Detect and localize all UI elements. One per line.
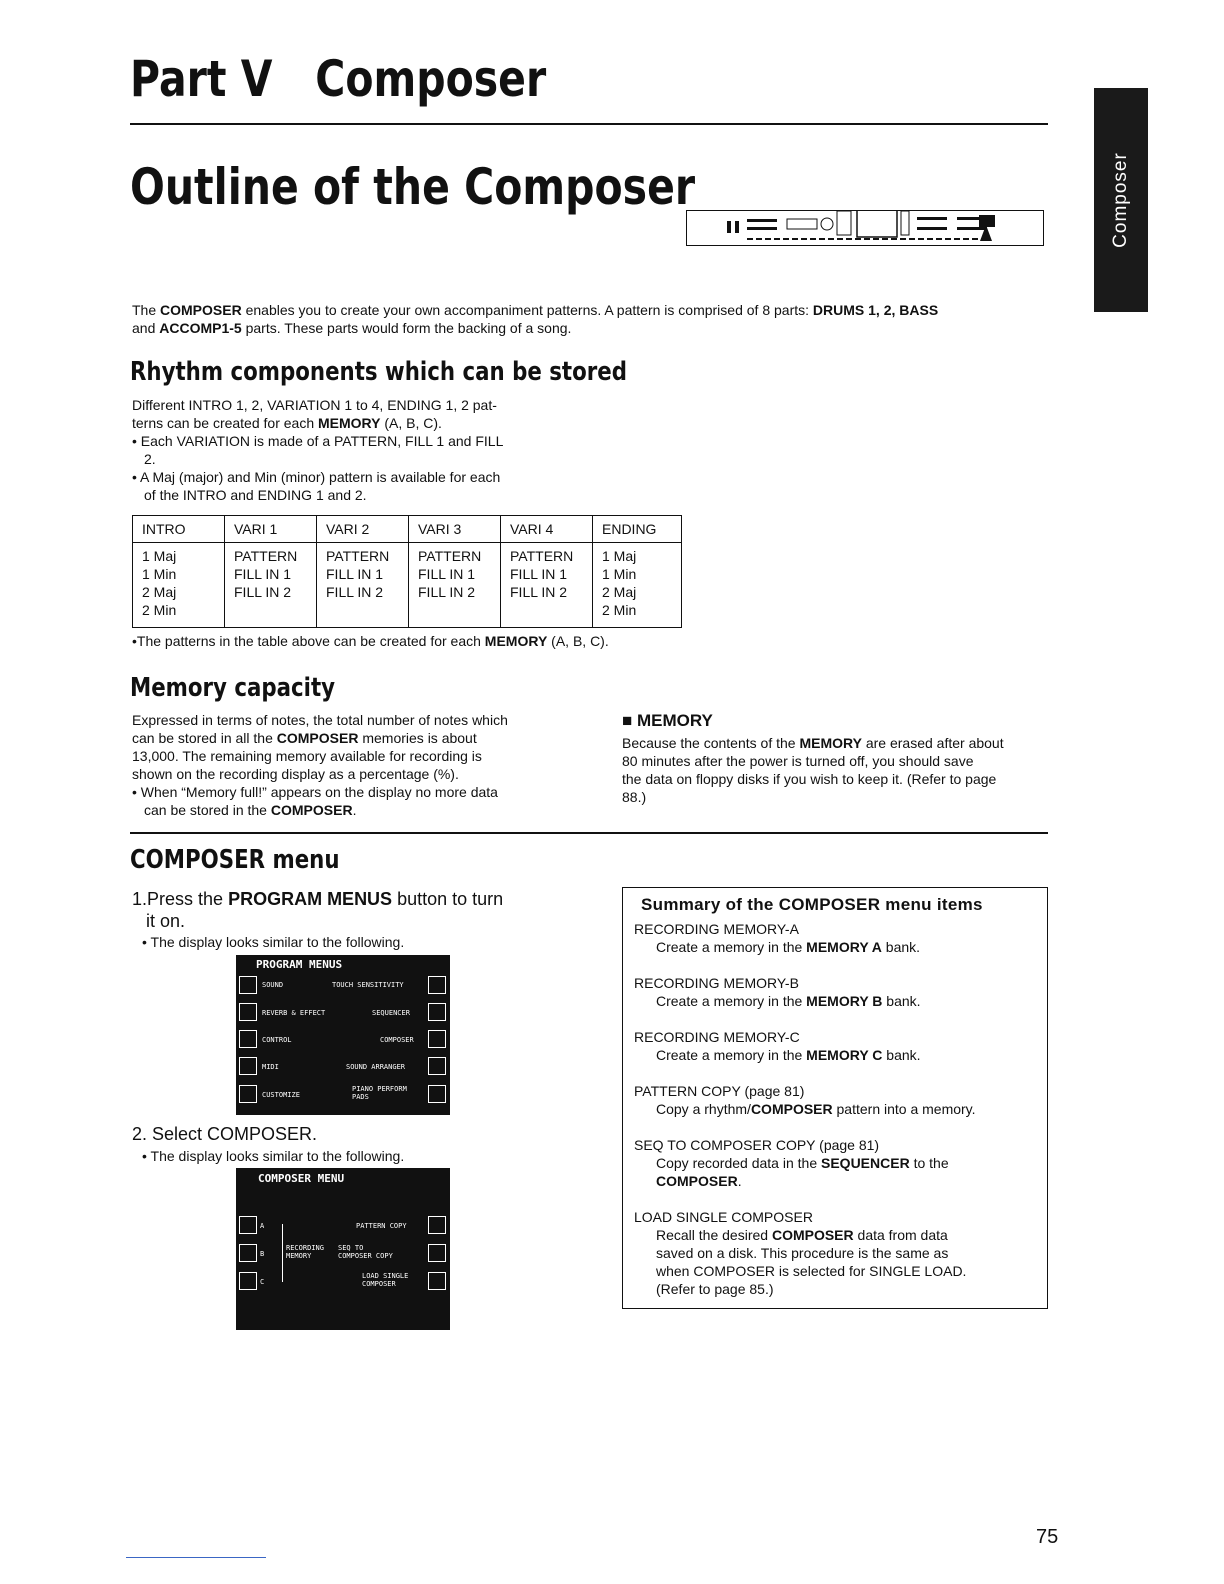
control-panel-icon [687, 211, 1043, 245]
table-cell: PATTERN FILL IN 1 FILL IN 2 [225, 543, 317, 628]
section-divider [130, 832, 1048, 834]
footer-line [126, 1557, 266, 1558]
lcd-menu-item: LOAD SINGLE COMPOSER [362, 1272, 409, 1288]
pattern-copy-icon [428, 1216, 446, 1234]
table-header-cell: VARI 2 [317, 516, 409, 543]
lcd-menu-item: PIANO PERFORM PADS [352, 1085, 407, 1101]
sound-icon [239, 976, 257, 994]
keyboard-panel-illustration [686, 210, 1044, 246]
table-row [133, 543, 682, 628]
page-number: 75 [1036, 1526, 1059, 1548]
table-cell: 1 Maj 1 Min 2 Maj 2 Min [133, 543, 225, 628]
recording-memory-label: RECORDING MEMORY [286, 1244, 324, 1260]
title-divider [130, 123, 1048, 125]
lcd-menu-item: PATTERN COPY [356, 1222, 407, 1230]
midi-icon [239, 1057, 257, 1075]
lcd-menu-item: SOUND [262, 981, 284, 989]
table-header-cell: VARI 1 [225, 516, 317, 543]
lcd-menu-item: TOUCH SENSITIVITY [332, 981, 404, 989]
table-cell: PATTERN FILL IN 1 FILL IN 2 [409, 543, 501, 628]
rhythm-description: Different INTRO 1, 2, VARIATION 1 to 4, ENDING 1, 2 pat- terns can be created for each MEMORY (A, B, C). • Each VARIATION is made of a PATTERN, FILL 1 and FILL 2. • A Maj (major) and Min (minor) pattern is available for each of the INTRO and ENDING 1 and 2. [132, 397, 504, 503]
memory-c-icon [239, 1272, 257, 1290]
touch-icon [428, 976, 446, 994]
lcd-menu-item: SOUND ARRANGER [346, 1063, 406, 1071]
memory-note: Because the contents of the MEMORY are erased after about 80 minutes after the power is turned off, you should save the data on floppy disks if you wish to keep it. (Refer to page 88.) [622, 735, 1004, 805]
bracket [276, 1224, 283, 1282]
rhythm-components-table [132, 515, 682, 628]
summary-item: RECORDING MEMORY-A Create a memory in the MEMORY A bank. [634, 921, 921, 955]
composer-menu-display [236, 1168, 450, 1330]
summary-item: PATTERN COPY (page 81) Copy a rhythm/COMPOSER pattern into a memory. [634, 1083, 976, 1117]
summary-box [622, 887, 1048, 1309]
load-icon [428, 1272, 446, 1290]
table-header-cell: VARI 3 [409, 516, 501, 543]
table-header-cell: VARI 4 [501, 516, 593, 543]
seq-copy-icon [428, 1244, 446, 1262]
composer-menu-heading: COMPOSER menu [130, 845, 340, 875]
table-header-cell: ENDING [593, 516, 682, 543]
step-2-note: • The display looks similar to the following. [142, 1148, 405, 1164]
memory-a-icon [239, 1216, 257, 1234]
bank-label: C [260, 1278, 265, 1286]
memory-description: Expressed in terms of notes, the total number of notes which can be stored in all the COMPOSER memories is about 13,000. The remaining memory available for recording is shown on the recording display as a percentage (%). • When “Memory full!” appears on the display no more data can be stored in the COMPOSER. [132, 712, 508, 818]
table-cell: PATTERN FILL IN 1 FILL IN 2 [501, 543, 593, 628]
customize-icon [239, 1085, 257, 1103]
summary-title: Summary of the COMPOSER menu items [641, 895, 983, 914]
bank-label: A [260, 1222, 265, 1230]
lcd-menu-item: CONTROL [262, 1036, 292, 1044]
composer-icon [428, 1030, 446, 1048]
table-cell: PATTERN FILL IN 1 FILL IN 2 [317, 543, 409, 628]
display-title: PROGRAM MENUS [256, 958, 343, 971]
control-icon [239, 1030, 257, 1048]
table-cell: 1 Maj 1 Min 2 Maj 2 Min [593, 543, 682, 628]
intro-paragraph: The COMPOSER enables you to create your own accompaniment patterns. A pattern is comprised of 8 parts: DRUMS 1, 2, BASS and ACCOMP1-5 parts. These parts would form the backing of a song. [132, 302, 939, 336]
memory-note-title: ■ MEMORY [622, 711, 713, 730]
sequencer-icon [428, 1003, 446, 1021]
table-header-cell: INTRO [133, 516, 225, 543]
lcd-menu-item: REVERB & EFFECT [262, 1009, 326, 1017]
summary-item: RECORDING MEMORY-C Create a memory in the MEMORY C bank. [634, 1029, 921, 1063]
piano-icon [428, 1085, 446, 1103]
program-menus-display [236, 955, 450, 1115]
summary-item: RECORDING MEMORY-B Create a memory in the MEMORY B bank. [634, 975, 921, 1009]
memory-b-icon [239, 1244, 257, 1262]
lcd-menu-item: MIDI [262, 1063, 279, 1071]
side-tab-label: Composer [1110, 152, 1131, 248]
step-1-note: • The display looks similar to the following. [142, 934, 405, 950]
lcd-menu-item: COMPOSER [380, 1036, 414, 1044]
side-tab [1094, 88, 1148, 312]
lcd-menu-item: SEQ TO COMPOSER COPY [338, 1244, 393, 1260]
table-header-row [133, 516, 682, 543]
summary-item: LOAD SINGLE COMPOSER Recall the desired COMPOSER data from data saved on a disk. This procedure is the same as when COMPOSER is selected for SINGLE LOAD. (Refer to page 85.) [634, 1209, 967, 1297]
display-title: COMPOSER MENU [258, 1172, 345, 1185]
part-title: Part V Composer [130, 50, 547, 108]
step-1: 1.Press the PROGRAM MENUS button to turn it on. [132, 889, 504, 931]
step-2: 2. Select COMPOSER. [132, 1124, 318, 1144]
lcd-menu-item: SEQUENCER [372, 1009, 410, 1017]
arranger-icon [428, 1057, 446, 1075]
section-title: Outline of the Composer [130, 158, 696, 216]
table-note: •The patterns in the table above can be created for each MEMORY (A, B, C). [132, 633, 609, 649]
lcd-menu-item: CUSTOMIZE [262, 1091, 300, 1099]
rhythm-heading: Rhythm components which can be stored [130, 357, 627, 387]
memory-heading: Memory capacity [130, 673, 336, 703]
summary-item: SEQ TO COMPOSER COPY (page 81) Copy recorded data in the SEQUENCER to the COMPOSER. [634, 1137, 949, 1189]
bank-label: B [260, 1250, 265, 1258]
reverb-icon [239, 1003, 257, 1021]
